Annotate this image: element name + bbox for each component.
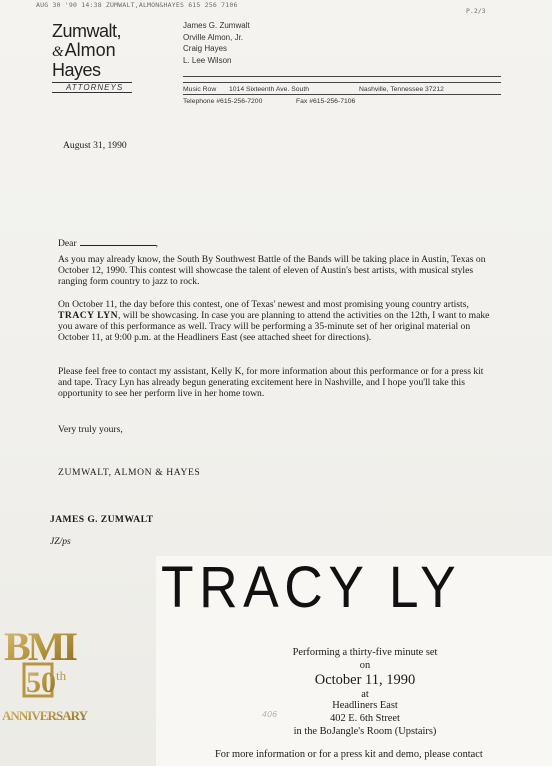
logo-line-2 bbox=[52, 41, 142, 61]
signer-name: JAMES G. ZUMWALT bbox=[50, 514, 154, 525]
letter-paragraph-1: As you may already know, the South By Southwest Battle of the Bands will be taking place in Austin, Texas on October 12, 1990. This contest will showcase the talent of eleven of Austin's best artists, with musical styles ranging form country to jazz to rock. bbox=[58, 254, 486, 287]
closing: Very truly yours, bbox=[58, 424, 123, 435]
partner-name: L. Lee Wilson bbox=[183, 55, 232, 65]
partner-name: James G. Zumwalt bbox=[183, 21, 250, 30]
paragraph-2-before: On October 11, the day before this contest, one of Texas' newest and most promising young country artists, bbox=[58, 299, 469, 310]
logo-line-3: Hayes bbox=[52, 60, 101, 80]
letterhead-rule bbox=[183, 82, 501, 83]
flyer-line-2: on bbox=[359, 660, 371, 671]
telephone-number: Telephone #615-256-7200 bbox=[183, 98, 263, 105]
logo-line-1: Zumwalt, bbox=[52, 21, 122, 41]
badge-number: 50 bbox=[26, 666, 56, 699]
fax-transmission-header: AUG 30 '90 14:38 ZUMWALT,ALMON&HAYES 615 256 7106 bbox=[36, 1, 238, 9]
address-city: Nashville, Tennessee 37212 bbox=[359, 86, 444, 93]
recipient-blank-line bbox=[80, 236, 156, 246]
paragraph-2-after: , will be showcasing. In case you are planning to attend the activities on the 12th, I want to make you aware of this performance as well. Tracy will be performing a 35-minute set of her original material on October 11, at 9:00 p.m. at the Headliners East (see attached sheet for directions). bbox=[58, 310, 490, 343]
flyer-room: in the BoJangle's Room (Upstairs) bbox=[293, 726, 437, 737]
logo-ampersand: & bbox=[52, 44, 64, 60]
letter-paragraph-3: Please feel free to contact my assistant, Kelly K, for more information about this performance or for a press kit and tape. Tracy Lyn has already begun generating excitement here in Nashville, and I hope you'll take this opportunity to see her perform live in her home town. bbox=[58, 366, 484, 399]
flyer-footer: For more information or for a press kit and demo, please contact bbox=[215, 749, 483, 760]
bmi-letters: BMI bbox=[4, 624, 75, 669]
badge-word: ANNIVERSARY bbox=[2, 708, 88, 723]
partner-name: Craig Hayes bbox=[183, 44, 228, 53]
partner-list bbox=[183, 20, 250, 66]
letter-paragraph-2 bbox=[58, 299, 496, 343]
logo-line-2-text: Almon bbox=[64, 40, 116, 60]
badge-suffix: th bbox=[56, 668, 67, 683]
artist-name: TRACY LYN bbox=[58, 310, 119, 321]
letter-date: August 31, 1990 bbox=[63, 140, 127, 151]
firm-logo bbox=[52, 22, 142, 93]
flyer-street: 402 E. 6th Street bbox=[330, 713, 400, 724]
firm-signature: ZUMWALT, ALMON & HAYES bbox=[58, 467, 201, 478]
logo-tagline: ATTORNEYS bbox=[52, 82, 132, 93]
flyer-line-1: Performing a thirty-five minute set bbox=[292, 647, 438, 658]
address-label: Music Row bbox=[183, 86, 217, 93]
flyer-headline: TRACY LY bbox=[161, 555, 462, 620]
salutation bbox=[58, 236, 158, 249]
salutation-word: Dear bbox=[58, 238, 77, 249]
partner-name: Orville Almon, Jr. bbox=[183, 32, 244, 42]
page-number: P.2/3 bbox=[466, 7, 486, 15]
flyer-line-3: at bbox=[361, 689, 369, 700]
flyer-date: October 11, 1990 bbox=[314, 672, 416, 688]
address-rule bbox=[183, 94, 501, 95]
flyer-venue: Headliners East bbox=[332, 700, 398, 711]
letterhead-rule bbox=[183, 76, 501, 77]
typist-initials: JZ/ps bbox=[50, 536, 71, 547]
bmi-anniversary-badge bbox=[0, 614, 92, 732]
salutation-comma: , bbox=[155, 238, 159, 249]
address-street: 1014 Sixteenth Ave. South bbox=[229, 86, 309, 93]
handwritten-note: 406 bbox=[262, 710, 278, 719]
fax-number: Fax #615-256-7106 bbox=[296, 98, 356, 105]
